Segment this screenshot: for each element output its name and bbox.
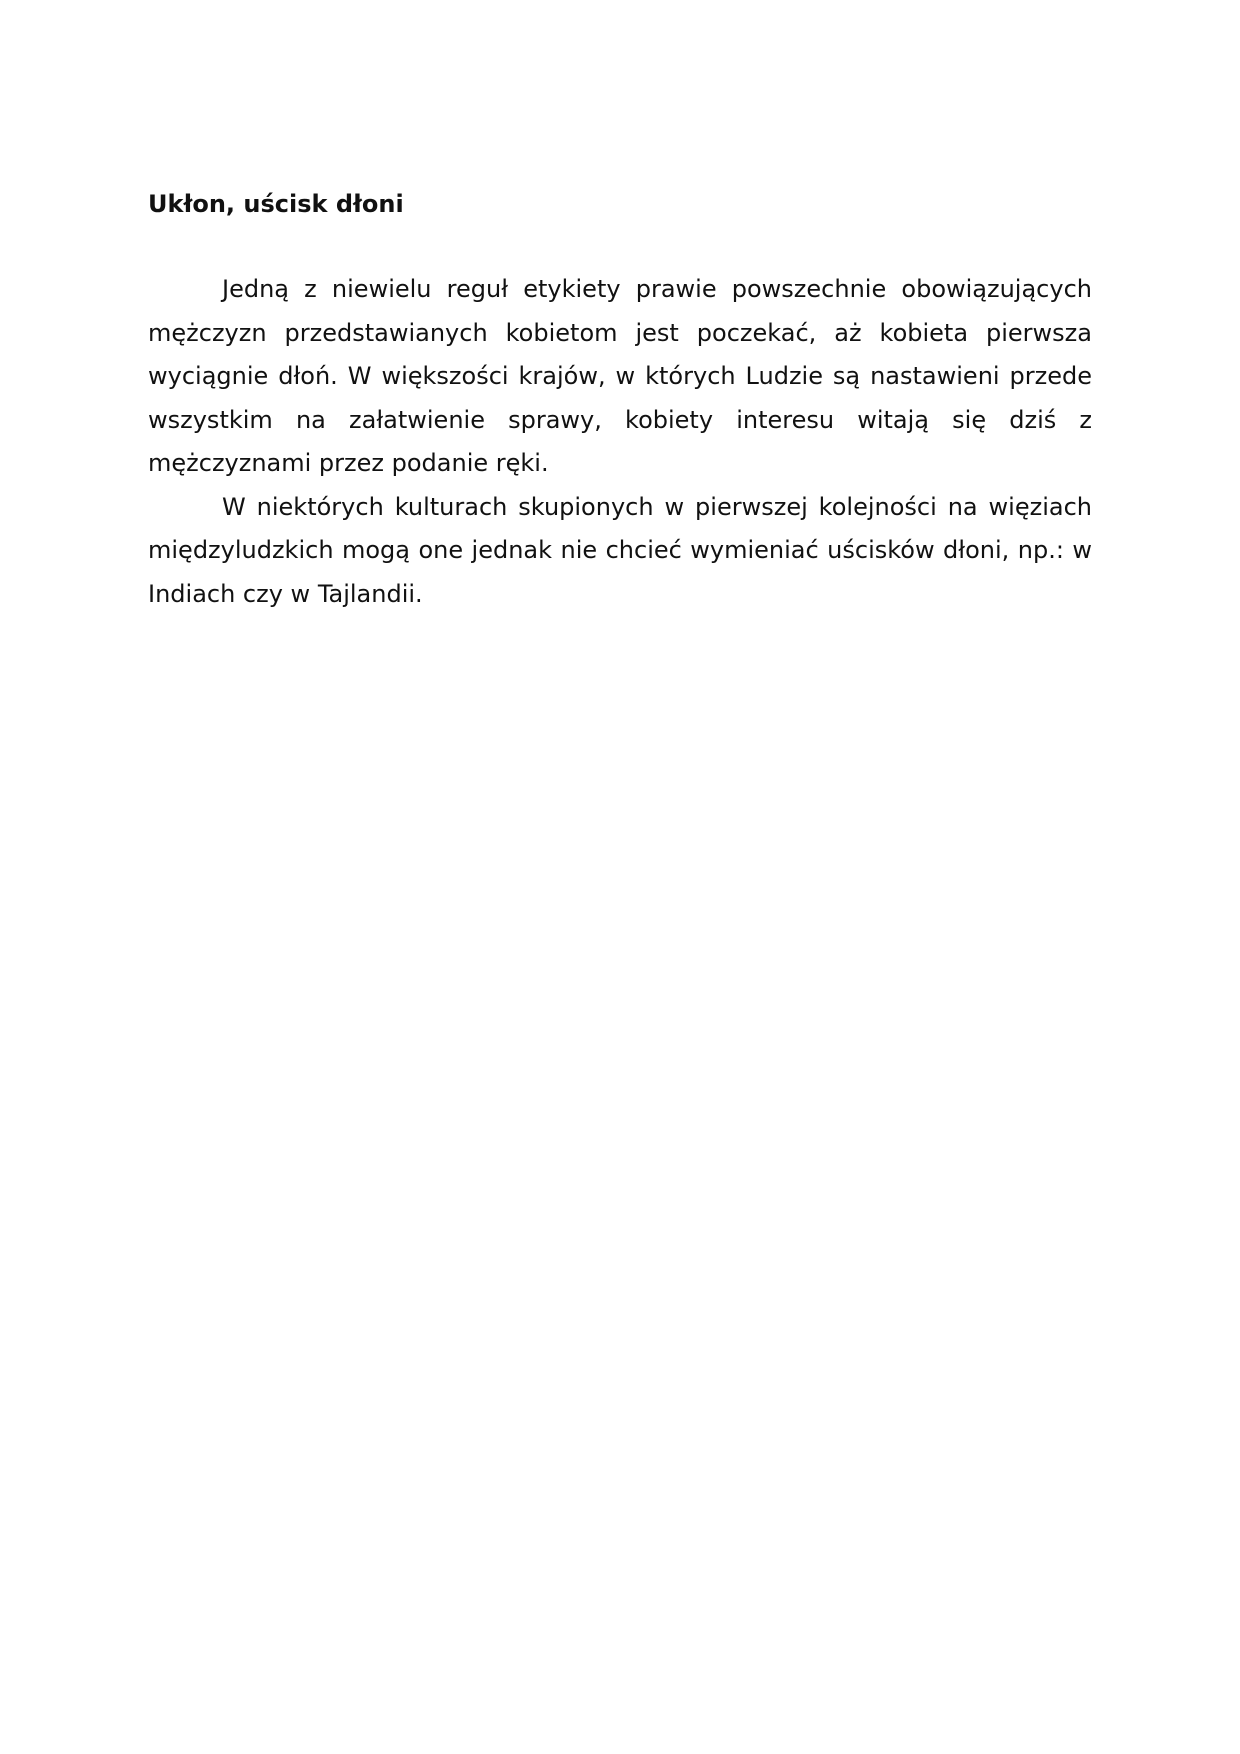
document-body [148,186,1092,616]
paragraph-1: Jedną z niewielu reguł etykiety prawie powszechnie obowiązujących mężczyzn przedstawianych kobietom jest poczekać, aż kobieta pierwsza wyciągnie dłoń. W większości krajów, w których Ludzie są nastawieni przede wszystkim na załatwienie sprawy, kobiety interesu witają się dziś z mężczyznami przez podanie ręki. [148,275,1092,477]
paragraph-2: W niektórych kulturach skupionych w pierwszej kolejności na więziach międzyludzkich mogą one jednak nie chcieć wymieniać uścisków dłoni, np.: w Indiach czy w Tajlandii. [148,492,1092,608]
document-title: Ukłon, uścisk dłoni [148,190,404,218]
